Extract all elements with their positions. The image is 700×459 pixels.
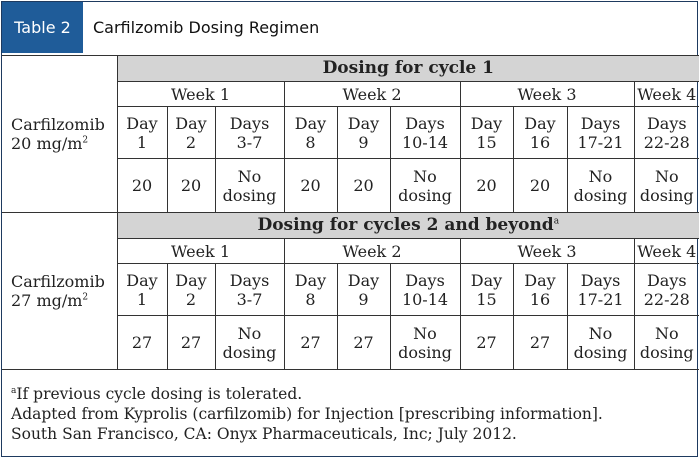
dose-cell: 20 bbox=[284, 159, 337, 213]
day-header: Days 22-28 bbox=[634, 264, 699, 316]
dose-cell: 27 bbox=[284, 316, 337, 370]
footnote bbox=[11, 384, 691, 444]
week-header: Week 3 bbox=[460, 82, 634, 107]
day-header: Days 17-21 bbox=[567, 264, 634, 316]
section-heading: Dosing for cycle 1 bbox=[117, 56, 699, 82]
day-header: Day 8 bbox=[284, 107, 337, 159]
day-header: Day 16 bbox=[513, 107, 567, 159]
dose-cell: No dosing bbox=[567, 159, 634, 213]
day-header: Day 9 bbox=[337, 264, 390, 316]
footnote-line: South San Francisco, CA: Onyx Pharmaceuticals, Inc; July 2012. bbox=[11, 425, 517, 443]
day-header: Days 10-14 bbox=[390, 107, 460, 159]
day-header: Days 10-14 bbox=[390, 264, 460, 316]
footnote-line: Adapted from Kyprolis (carfilzomib) for Injection [prescribing information]. bbox=[11, 405, 603, 423]
week-header: Week 1 bbox=[117, 82, 284, 107]
section-heading: Dosing for cycles 2 and beyond$^a$ bbox=[117, 213, 699, 239]
week-header: Week 2 bbox=[284, 82, 460, 107]
table-figure bbox=[1, 1, 698, 457]
dose-cell: 20 bbox=[167, 159, 215, 213]
day-header: Day 2 bbox=[167, 264, 215, 316]
day-header: Day 9 bbox=[337, 107, 390, 159]
day-header: Day 16 bbox=[513, 264, 567, 316]
dose-cell: 27 bbox=[117, 316, 167, 370]
week-header: Week 3 bbox=[460, 239, 634, 264]
dose-cell: No dosing bbox=[634, 316, 699, 370]
drug-dose-label bbox=[2, 213, 117, 370]
dose-cell: 20 bbox=[513, 159, 567, 213]
day-header: Day 2 bbox=[167, 107, 215, 159]
dosing-table bbox=[2, 55, 699, 370]
drug-dose: 20 $mg/m^2$ bbox=[11, 134, 89, 153]
dose-cell: 27 bbox=[460, 316, 513, 370]
table-header bbox=[2, 2, 697, 53]
drug-dose-label bbox=[2, 56, 117, 213]
drug-name: Carfilzomib bbox=[11, 272, 105, 291]
dose-cell: No dosing bbox=[215, 316, 284, 370]
week-header: Week 2 bbox=[284, 239, 460, 264]
day-header: Day 8 bbox=[284, 264, 337, 316]
day-header: Day 15 bbox=[460, 264, 513, 316]
dose-cell: No dosing bbox=[215, 159, 284, 213]
day-header: Days 3-7 bbox=[215, 107, 284, 159]
day-header: Days 17-21 bbox=[567, 107, 634, 159]
dose-cell: 20 bbox=[337, 159, 390, 213]
day-header: Day 1 bbox=[117, 107, 167, 159]
week-header: Week 1 bbox=[117, 239, 284, 264]
week-header: Week 4 bbox=[634, 82, 699, 107]
table-title: Carfilzomib Dosing Regimen bbox=[93, 18, 320, 37]
day-header: Days 22-28 bbox=[634, 107, 699, 159]
dose-cell: 27 bbox=[167, 316, 215, 370]
dose-cell: No dosing bbox=[390, 316, 460, 370]
footnote-line: $^a$If previous cycle dosing is tolerated. bbox=[11, 385, 303, 403]
drug-dose: 27 $mg/m^2$ bbox=[11, 291, 89, 310]
day-header: Day 1 bbox=[117, 264, 167, 316]
dose-cell: 20 bbox=[460, 159, 513, 213]
dose-cell: No dosing bbox=[634, 159, 699, 213]
footnote-marker: a bbox=[11, 385, 17, 396]
dose-cell: No dosing bbox=[390, 159, 460, 213]
dose-cell: No dosing bbox=[567, 316, 634, 370]
dose-cell: 20 bbox=[117, 159, 167, 213]
table-number-tag: Table 2 bbox=[2, 2, 83, 53]
dose-cell: 27 bbox=[513, 316, 567, 370]
drug-name: Carfilzomib bbox=[11, 115, 105, 134]
week-header: Week 4 bbox=[634, 239, 699, 264]
dose-cell: 27 bbox=[337, 316, 390, 370]
day-header: Day 15 bbox=[460, 107, 513, 159]
day-header: Days 3-7 bbox=[215, 264, 284, 316]
